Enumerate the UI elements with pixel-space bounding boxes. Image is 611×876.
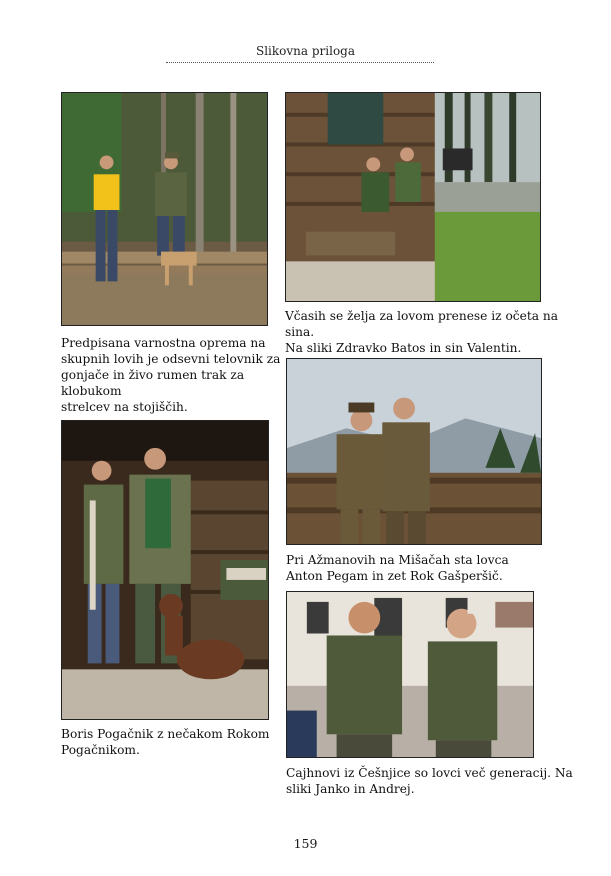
caption-azman-family: Pri Ažmanovih na Mišačah sta lovca Anton Pegam in zet Rok Gašperšič.	[286, 553, 509, 583]
photo-azman-family	[286, 358, 542, 545]
header-dotted-rule	[166, 62, 434, 63]
photo-cajhnovi	[286, 591, 534, 758]
caption-pogacnik: Boris Pogačnik z nečakom Rokom Pogačnikom.	[61, 727, 270, 757]
photo-father-son	[285, 92, 541, 302]
page-number: 159	[293, 836, 318, 851]
running-header: Slikovna priloga	[255, 44, 356, 58]
caption-cajhnovi: Cajhnovi iz Češnjice so lovci več generacij. Na sliki Janko in Andrej.	[286, 766, 573, 796]
photo-safety-gear	[61, 92, 268, 326]
caption-father-son: Včasih se želja za lovom prenese iz očeta na sina. Na sliki Zdravko Batos in sin Valentin.	[285, 309, 558, 355]
photo-pogacnik	[61, 420, 269, 720]
caption-safety-gear: Predpisana varnostna oprema na skupnih lovih je odsevni telovnik za gonjače in živo rumen trak za klobukom strelcev na stojiščih.	[61, 336, 281, 414]
